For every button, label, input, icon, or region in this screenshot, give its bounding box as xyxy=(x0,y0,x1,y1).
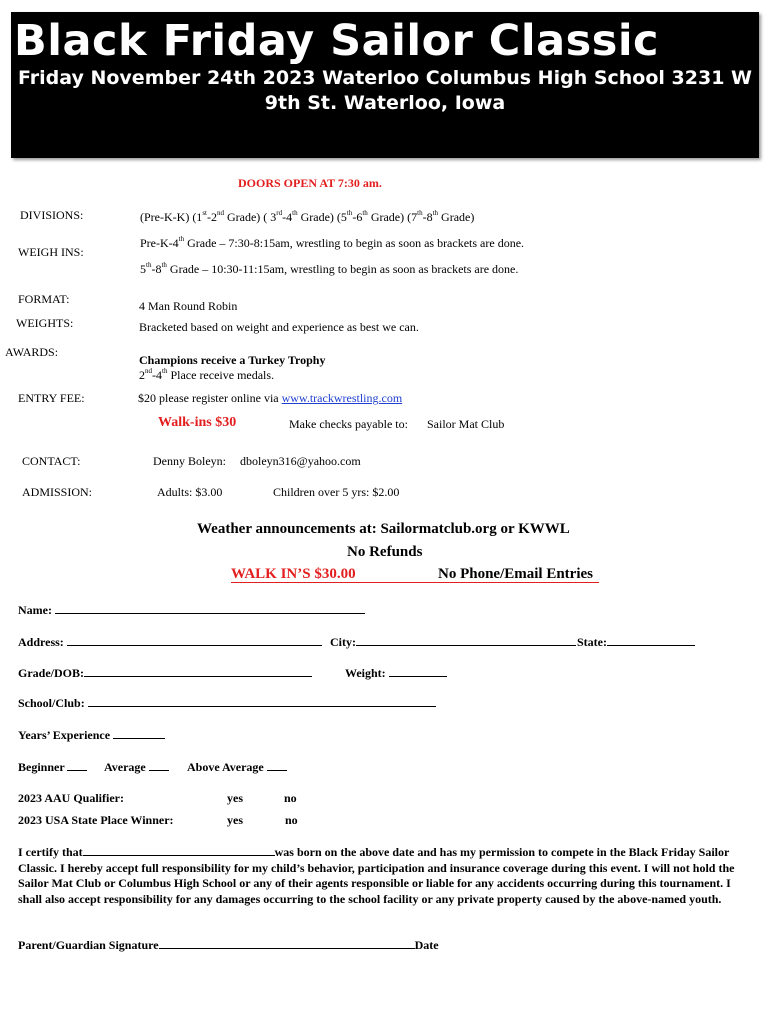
average-line xyxy=(149,759,169,771)
walk-ins-fee: Walk-ins $30 xyxy=(158,415,237,430)
weight-line xyxy=(389,665,447,677)
child-name-line[interactable] xyxy=(83,844,275,856)
beginner-label: Beginner xyxy=(18,760,65,774)
contact-email: dboleyn316@yahoo.com xyxy=(240,454,361,468)
walk-ins-notice xyxy=(231,566,599,583)
average-field[interactable] xyxy=(104,759,169,775)
weight-field[interactable] xyxy=(345,665,447,681)
contact-name: Denny Boleyn: xyxy=(153,454,226,468)
city-label: City: xyxy=(330,635,356,649)
page-title: Black Friday Sailor Classic xyxy=(14,16,660,66)
address-label: Address: xyxy=(18,635,64,649)
state-field[interactable] xyxy=(577,634,695,650)
usa-state-label: 2023 USA State Place Winner: xyxy=(18,813,174,827)
weigh-ins-line-2: 5th-8th Grade – 10:30-11:15am, wrestling to begin as soon as brackets are done. xyxy=(140,261,519,276)
name-label: Name: xyxy=(18,603,52,617)
grade-dob-field[interactable] xyxy=(18,665,312,681)
grade-dob-label: Grade/DOB: xyxy=(18,666,84,680)
awards-label: AWARDS: xyxy=(5,345,59,359)
divisions-text: (Pre-K-K) (1st-2nd Grade) ( 3rd-4th Grade) (5th-6th Grade) (7th-8th Grade) xyxy=(140,209,475,224)
average-label: Average xyxy=(104,760,146,774)
entry-fee-label: ENTRY FEE: xyxy=(18,391,85,405)
beginner-line xyxy=(67,759,87,771)
signature-field[interactable] xyxy=(18,937,439,953)
doors-open: DOORS OPEN AT 7:30 am. xyxy=(238,176,382,190)
school-club-line xyxy=(88,695,436,707)
aau-yes-option[interactable]: yes xyxy=(227,791,243,805)
city-field[interactable] xyxy=(330,634,576,650)
date-label: Date xyxy=(414,938,439,952)
city-line xyxy=(356,634,576,646)
weights-text: Bracketed based on weight and experience as best we can. xyxy=(139,320,419,334)
event-subtitle: Friday November 24th 2023 Waterloo Columbus High School 3231 W 9th St. Waterloo, Iowa xyxy=(17,67,752,114)
years-experience-field[interactable] xyxy=(18,727,165,743)
years-experience-label: Years’ Experience xyxy=(18,728,111,742)
awards-line-2: 2nd-4th Place receive medals. xyxy=(139,367,275,382)
admission-label: ADMISSION: xyxy=(22,485,93,499)
no-refunds: No Refunds xyxy=(347,544,423,560)
name-line xyxy=(55,602,365,614)
contact-label: CONTACT: xyxy=(22,454,81,468)
checks-payable-label: Make checks payable to: xyxy=(289,417,408,431)
above-average-label: Above Average xyxy=(187,760,264,774)
no-phone-entries: No Phone/Email Entries xyxy=(438,566,594,582)
school-club-field[interactable] xyxy=(18,695,436,711)
usa-no-option[interactable]: no xyxy=(285,813,298,827)
divisions-label: DIVISIONS: xyxy=(20,208,84,222)
beginner-field[interactable] xyxy=(18,759,87,775)
weather-announcements: Weather announcements at: Sailormatclub.org or KWWL xyxy=(197,521,570,537)
admission-children: Children over 5 yrs: $2.00 xyxy=(273,485,400,499)
checks-payee: Sailor Mat Club xyxy=(427,417,505,431)
admission-adults: Adults: $3.00 xyxy=(157,485,223,499)
trackwrestling-link[interactable]: www.trackwrestling.com xyxy=(281,391,403,405)
entry-fee-text: $20 please register online via www.trackwrestling.com xyxy=(138,391,403,405)
certification-statement xyxy=(18,844,753,907)
format-text: 4 Man Round Robin xyxy=(139,299,238,313)
header-banner xyxy=(11,12,759,158)
state-label: State: xyxy=(577,635,607,649)
address-field[interactable] xyxy=(18,634,322,650)
format-label: FORMAT: xyxy=(18,292,70,306)
school-club-label: School/Club: xyxy=(18,696,85,710)
aau-qualifier-label: 2023 AAU Qualifier: xyxy=(18,791,124,805)
weigh-ins-line-1: Pre-K-4th Grade – 7:30-8:15am, wrestling to begin as soon as brackets are done. xyxy=(140,235,525,250)
grade-dob-line xyxy=(84,665,312,677)
certify-start: I certify that xyxy=(18,845,83,859)
walk-ins-price: WALK IN’S $30.00 xyxy=(231,566,356,582)
certify-text: was born on the above date and has my permission to compete in the Black Friday Sailor Classic. I hereby accept full responsibility for my child’s behavior, participation and insurance coverage during this event. I will not hold the Sailor Mat Club or Columbus High School or any of their agents responsible or liable for any accidents occurring during this tournament. I shall also accept responsibility for any damages occurring to the school facility or any private property caused by the above-named youth. xyxy=(18,845,735,906)
weights-label: WEIGHTS: xyxy=(16,316,74,330)
usa-yes-option[interactable]: yes xyxy=(227,813,243,827)
name-field[interactable] xyxy=(18,602,365,618)
signature-label: Parent/Guardian Signature xyxy=(18,938,159,952)
weigh-ins-label: WEIGH INS: xyxy=(18,245,84,259)
above-average-line xyxy=(267,759,287,771)
signature-line xyxy=(159,937,415,949)
awards-line-1: Champions receive a Turkey Trophy xyxy=(139,353,326,367)
weight-label: Weight: xyxy=(345,666,386,680)
state-line xyxy=(607,634,695,646)
address-line xyxy=(67,634,322,646)
years-experience-line xyxy=(113,727,165,739)
aau-no-option[interactable]: no xyxy=(284,791,297,805)
above-average-field[interactable] xyxy=(187,759,287,775)
